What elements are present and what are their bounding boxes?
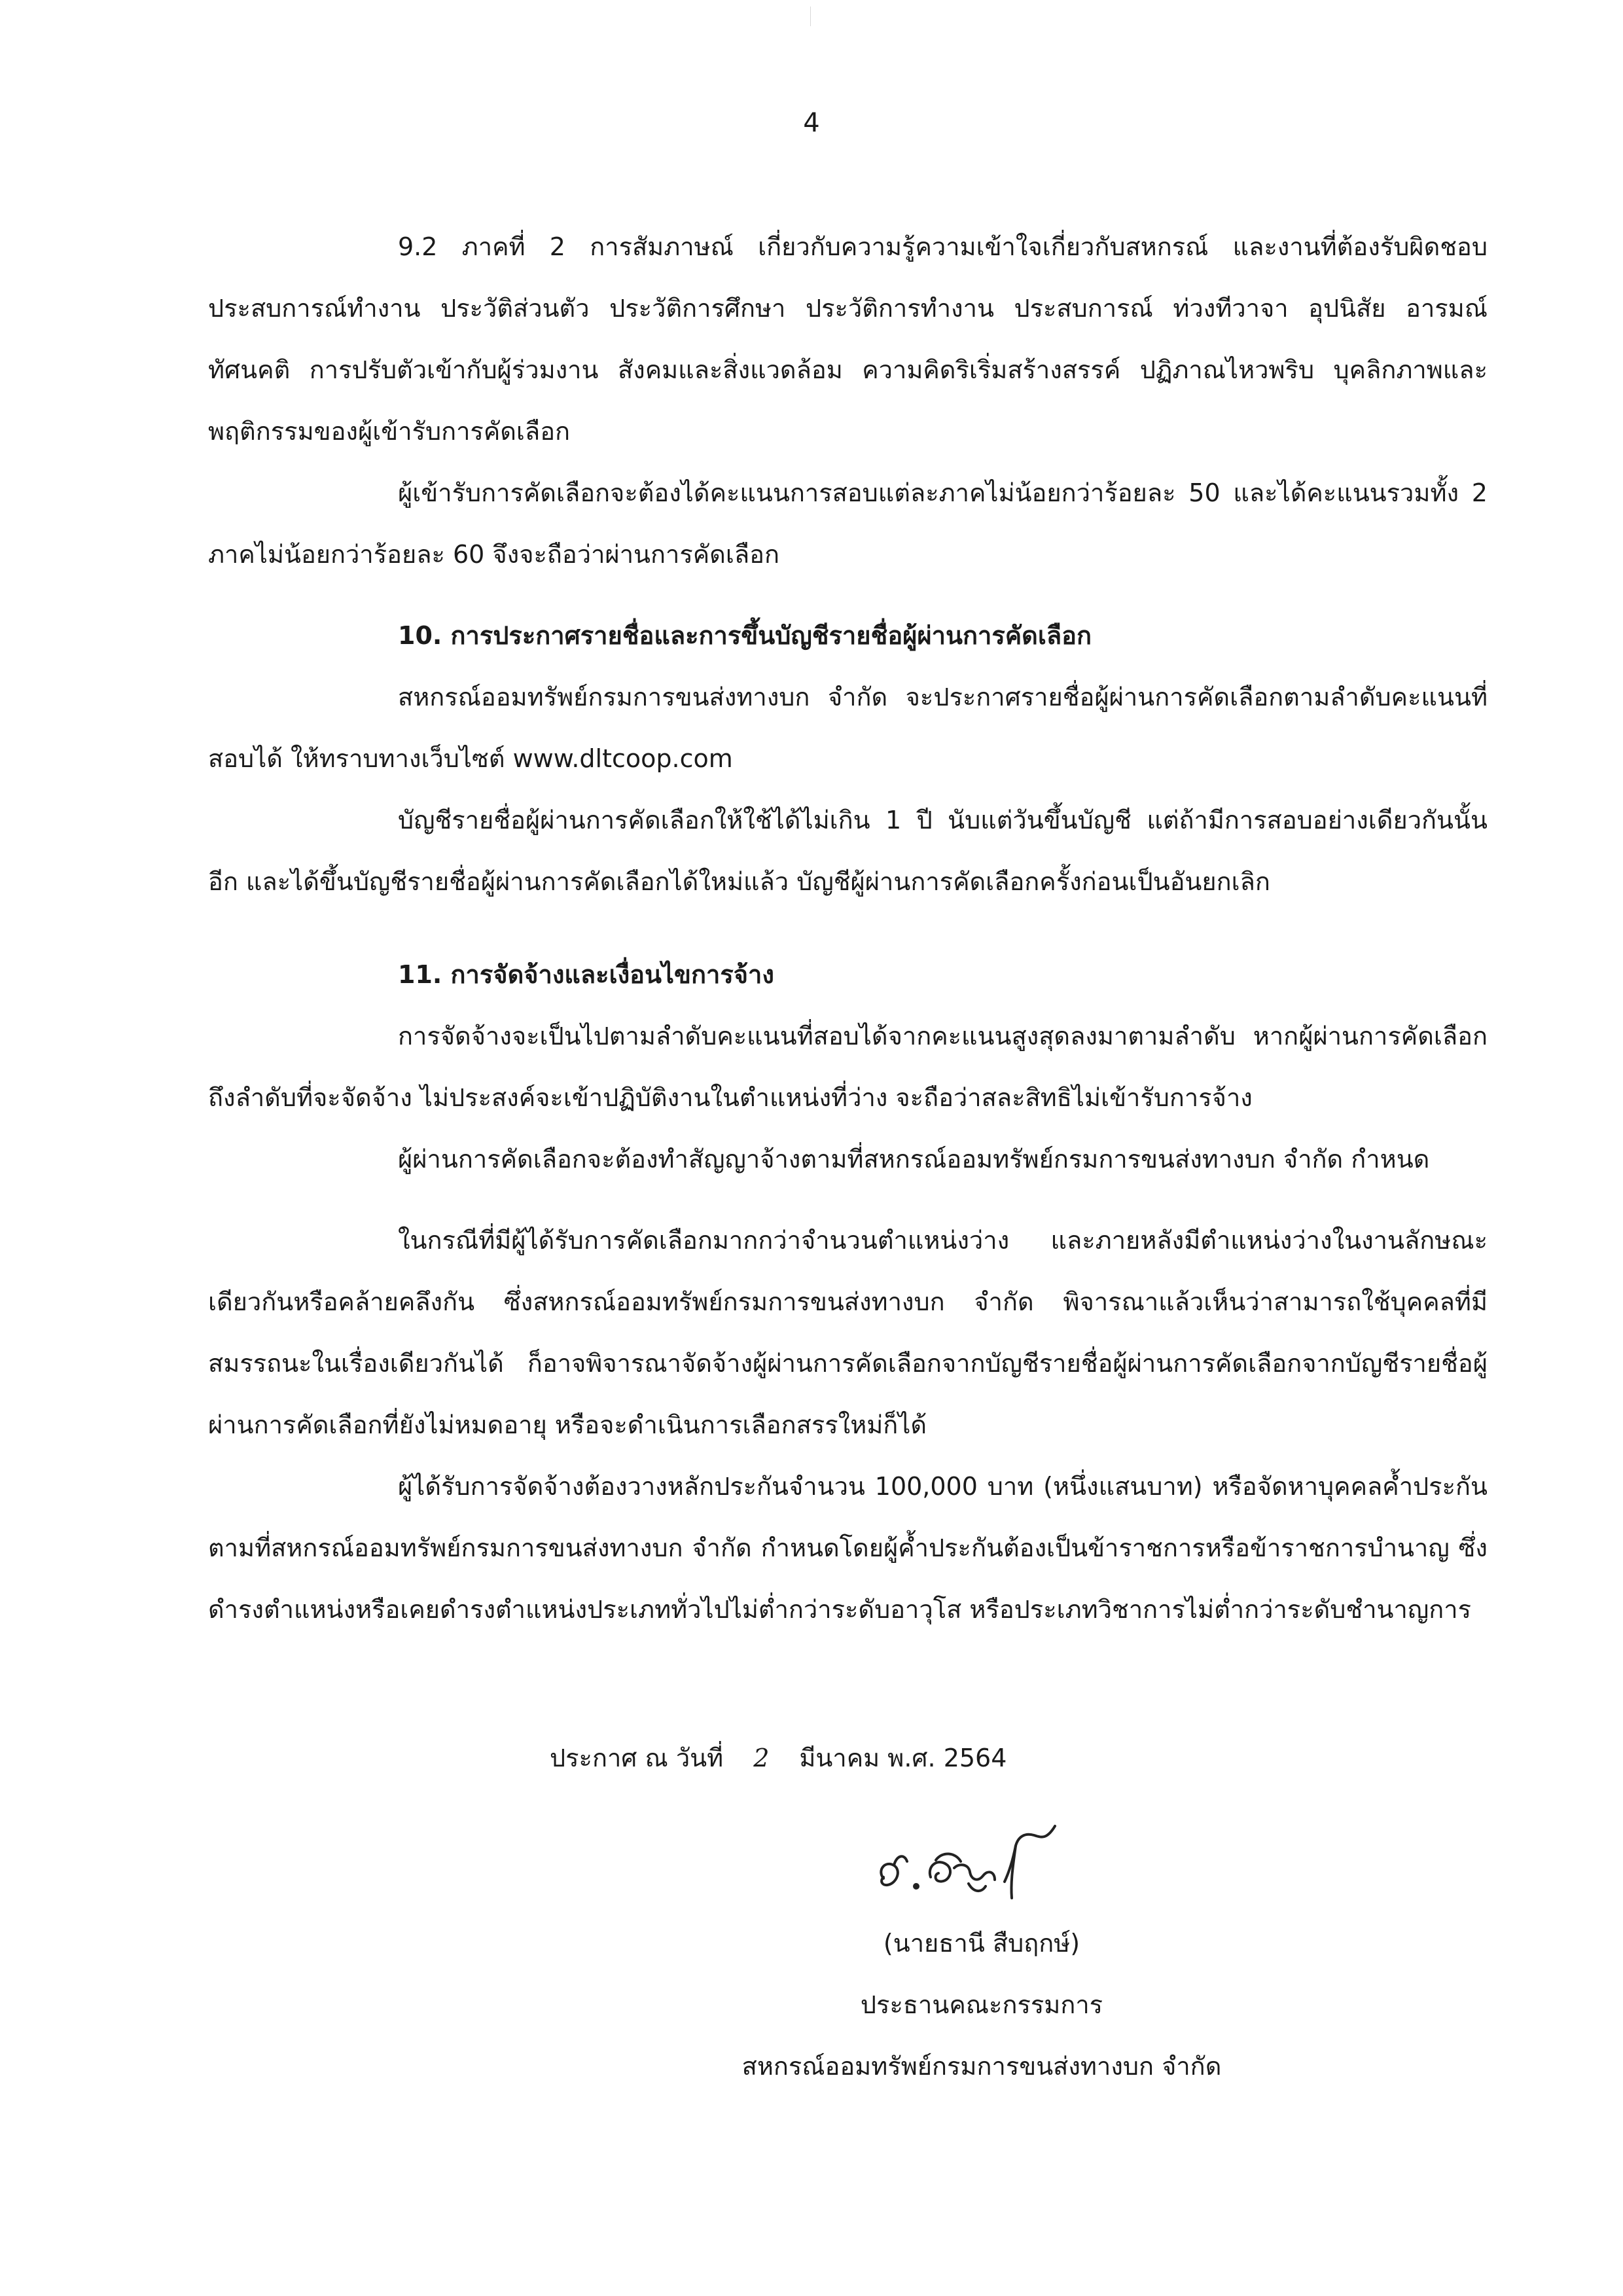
section-10-list-validity-paragraph: บัญชีรายชื่อผู้ผ่านการคัดเลือกให้ใช้ได้ไม่เกิน 1 ปี นับแต่วันขึ้นบัญชี แต่ถ้ามีการสอบอย่างเดียวกันนั้นอีก และได้ขึ้นบัญชีรายชื่อผู้ผ่านการคัดเลือกได้ใหม่แล้ว บัญชีผู้ผ่านการคัดเลือกครั้งก่อนเป็นอันยกเลิก [208, 806, 1488, 896]
section-11-guarantee-paragraph: ผู้ได้รับการจัดจ้างต้องวางหลักประกันจำนวน 100,000 บาท (หนึ่งแสนบาท) หรือจัดหาบุคคลค้ำประกันตามที่สหกรณ์ออมทรัพย์กรมการขนส่งทางบก จำกัด กำหนดโดยผู้ค้ำประกันต้องเป็นข้าราชการหรือข้าราชการบำนาญ ซึ่งดำรงตำแหน่งหรือเคยดำรงตำแหน่งประเภททั่วไปไม่ต่ำกว่าระดับอาวุโส หรือประเภทวิชาการไม่ต่ำกว่าระดับชำนาญการ [208, 1472, 1488, 1624]
announcement-month-year: มีนาคม พ.ศ. 2564 [799, 1744, 1007, 1772]
handwritten-signature [870, 1800, 1067, 1924]
scan-mark [810, 7, 811, 26]
section-11-additional-positions-paragraph: ในกรณีที่มีผู้ได้รับการคัดเลือกมากกว่าจำนวนตำแหน่งว่าง และภายหลังมีตำแหน่งว่างในงานลักษณะเดียวกันหรือคล้ายคลึงกัน ซึ่งสหกรณ์ออมทรัพย์กรมการขนส่งทางบก จำกัด พิจารณาแล้วเห็นว่าสามารถใช้บุคคลที่มีสมรรถนะในเรื่องเดียวกันได้ ก็อาจพิจารณาจัดจ้างผู้ผ่านการคัดเลือกจากบัญชีรายชื่อผู้ผ่านการคัดเลือกจากบัญชีรายชื่อผู้ผ่านการคัดเลือกที่ยังไม่หมดอายุ หรือจะดำเนินการเลือกสรรใหม่ก็ได้ [208, 1226, 1488, 1439]
passing-criteria-paragraph: ผู้เข้ารับการคัดเลือกจะต้องได้คะแนนการสอบแต่ละภาคไม่น้อยกว่าร้อยละ 50 และได้คะแนนรวมทั้ง 2 ภาคไม่น้อยกว่าร้อยละ 60 จึงจะถือว่าผ่านการคัดเลือก [208, 478, 1488, 569]
section-10-announcement-paragraph: สหกรณ์ออมทรัพย์กรมการขนส่งทางบก จำกัด จะประกาศรายชื่อผู้ผ่านการคัดเลือกตามลำดับคะแนนที่สอบได้ ให้ทราบทางเว็บไซต์ www.dltcoop.com [208, 683, 1488, 773]
announcement-prefix: ประกาศ ณ วันที่ [550, 1744, 724, 1772]
section-11-heading: 11. การจัดจ้างและเงื่อนไขการจ้าง [398, 960, 774, 989]
signatory-name: (นายธานี สืบฤกษ์) [883, 1929, 1080, 1958]
document-body [208, 216, 1488, 1640]
section-10-heading: 10. การประกาศรายชื่อและการขึ้นบัญชีรายชื่อผู้ผ่านการคัดเลือก [398, 621, 1092, 650]
signatory-title: ประธานคณะกรรมการ [860, 1990, 1103, 2019]
page-number: 4 [803, 108, 820, 138]
section-11-hiring-order-paragraph: การจัดจ้างจะเป็นไปตามลำดับคะแนนที่สอบได้จากคะแนนสูงสุดลงมาตามลำดับ หากผู้ผ่านการคัดเลือกถึงลำดับที่จะจัดจ้าง ไม่ประสงค์จะเข้าปฏิบัติงานในตำแหน่งที่ว่าง จะถือว่าสละสิทธิไม่เข้ารับการจ้าง [208, 1022, 1488, 1112]
section-11-contract-paragraph: ผู้ผ่านการคัดเลือกจะต้องทำสัญญาจ้างตามที่สหกรณ์ออมทรัพย์กรมการขนส่งทางบก จำกัด กำหนด [398, 1145, 1430, 1174]
announcement-date-line [550, 1738, 1007, 1778]
announcement-day: 2 [753, 1744, 770, 1772]
signatory-organization: สหกรณ์ออมทรัพย์กรมการขนส่งทางบก จำกัด [741, 2052, 1222, 2081]
section-9-2-paragraph: 9.2 ภาคที่ 2 การสัมภาษณ์ เกี่ยวกับความรู้ความเข้าใจเกี่ยวกับสหกรณ์ และงานที่ต้องรับผิดชอบ ประสบการณ์ทำงาน ประวัติส่วนตัว ประวัติการศึกษา ประวัติการทำงาน ประสบการณ์ ท่วงทีวาจา อุปนิสัย อารมณ์ ทัศนคติ การปรับตัวเข้ากับผู้ร่วมงาน สังคมและสิ่งแวดล้อม ความคิดริเริ่มสร้างสรรค์ ปฏิภาณไหวพริบ บุคลิกภาพและพฤติกรรมของผู้เข้ารับการคัดเลือก [208, 232, 1488, 446]
